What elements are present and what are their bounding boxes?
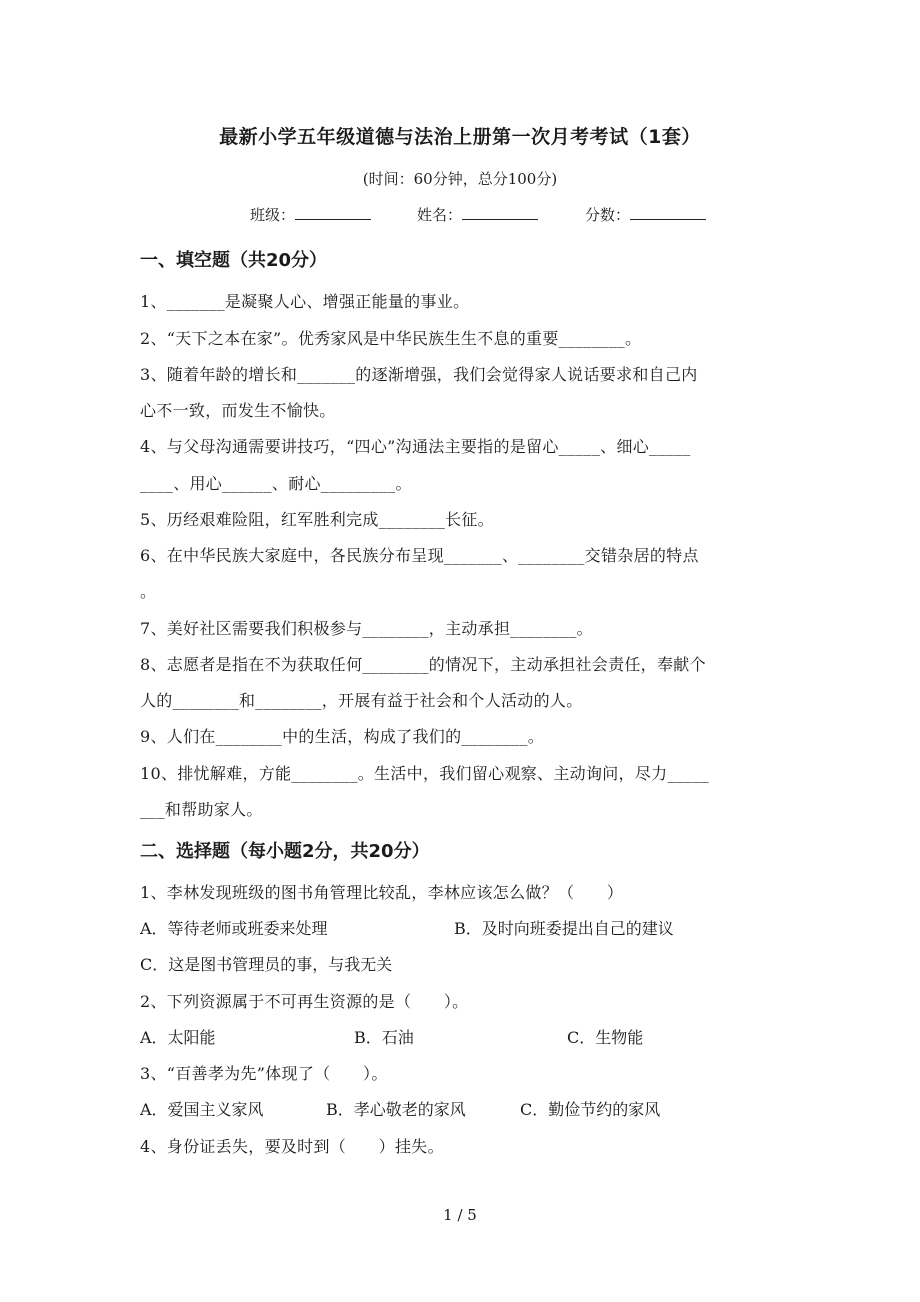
section-choice-heading: 二、选择题（每小题2分，共20分） — [140, 841, 430, 862]
class-blank — [295, 205, 371, 220]
page-number: 1 / 5 — [443, 1206, 477, 1224]
fill-line: 4、与父母沟通需要讲技巧，“四心”沟通法主要指的是留心_____、细心_____ — [140, 437, 691, 456]
question-1-option-a: A．等待老师或班委来处理 — [140, 919, 328, 938]
fill-line: 10、排忧解难，方能________。生活中，我们留心观察、主动询问，尽力_____ — [140, 764, 709, 783]
fill-line: 9、人们在________中的生活，构成了我们的________。 — [140, 727, 545, 746]
section-fill-in-heading: 一、填空题（共20分） — [140, 250, 328, 271]
fill-line: ___和帮助家人。 — [140, 800, 263, 819]
question-2-option-b: B．石油 — [354, 1028, 414, 1047]
fill-line: 2、“天下之本在家”。优秀家风是中华民族生生不息的重要________。 — [140, 329, 642, 348]
question-1-option-c: C．这是图书管理员的事，与我无关 — [140, 955, 393, 974]
fill-line: 6、在中华民族大家庭中，各民族分布呈现_______、________交错杂居的特点 — [140, 546, 699, 565]
fill-line: 5、历经艰难险阻，红军胜利完成________长征。 — [140, 510, 494, 529]
class-field — [250, 204, 371, 225]
name-field — [417, 204, 538, 225]
exam-time-info: (时间：60分钟，总分100分) — [362, 170, 558, 188]
fill-line: 1、_______是凝聚人心、增强正能量的事业。 — [140, 292, 470, 311]
question-3-option-a: A．爱国主义家风 — [140, 1100, 264, 1119]
question-4-stem: 4、身份证丢失，要及时到（ ）挂失。 — [140, 1137, 444, 1156]
class-label: 班级： — [250, 206, 296, 224]
question-2-option-a: A．太阳能 — [140, 1028, 216, 1047]
question-1-stem: 1、李林发现班级的图书角管理比较乱，李林应该怎么做？（ ） — [140, 883, 624, 902]
fill-line: 。 — [140, 582, 157, 601]
score-label: 分数： — [585, 206, 631, 224]
question-1-option-b: B．及时向班委提出自己的建议 — [454, 919, 674, 938]
fill-line: 8、志愿者是指在不为获取任何________的情况下，主动承担社会责任，奉献个 — [140, 655, 706, 674]
fill-line: ____、用心______、耐心_________。 — [140, 474, 412, 493]
question-3-option-b: B．孝心敬老的家风 — [326, 1100, 466, 1119]
fill-line: 人的________和________，开展有益于社会和个人活动的人。 — [140, 691, 583, 710]
fill-line: 7、美好社区需要我们积极参与________，主动承担________。 — [140, 619, 593, 638]
question-3-option-c: C．勤俭节约的家风 — [520, 1100, 661, 1119]
exam-title: 最新小学五年级道德与法治上册第一次月考考试（1套） — [219, 126, 701, 148]
fill-line: 3、随着年龄的增长和_______的逐渐增强，我们会觉得家人说话要求和自己内 — [140, 365, 698, 384]
fill-line: 心不一致，而发生不愉快。 — [140, 401, 336, 420]
name-blank — [462, 205, 538, 220]
score-blank — [630, 205, 706, 220]
score-field — [585, 204, 706, 225]
name-label: 姓名： — [417, 206, 463, 224]
question-2-stem: 2、下列资源属于不可再生资源的是（ ）。 — [140, 992, 469, 1011]
question-2-option-c: C．生物能 — [567, 1028, 644, 1047]
question-3-stem: 3、“百善孝为先”体现了（ ）。 — [140, 1064, 388, 1083]
